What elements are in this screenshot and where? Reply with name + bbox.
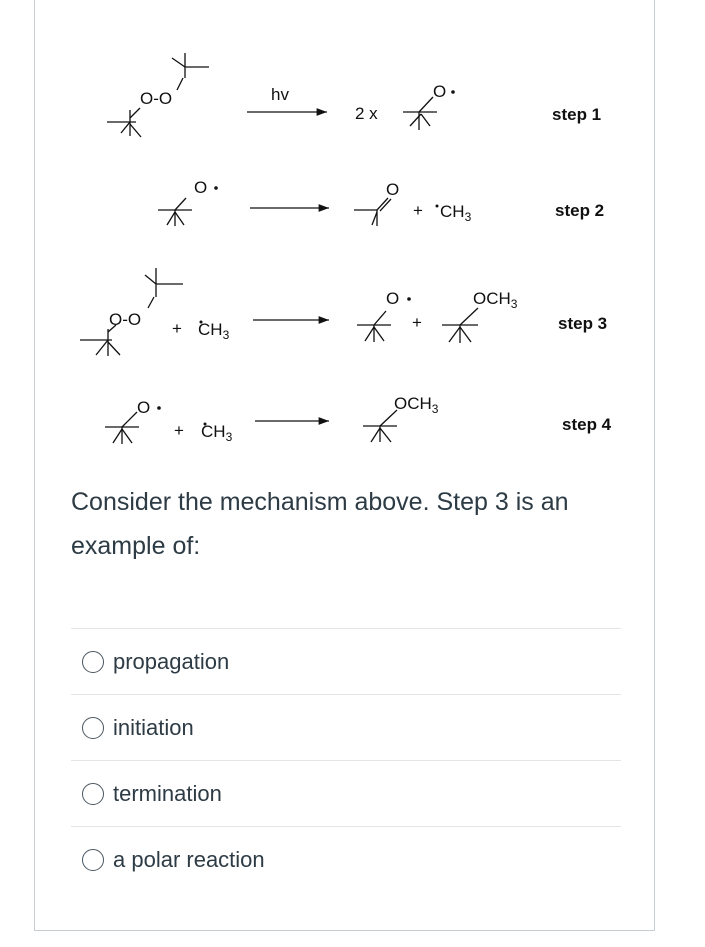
peroxide-oo-label-step3: O-O: [109, 310, 142, 329]
two-x-label: 2 x: [355, 104, 378, 123]
tert-butoxy-radical-step1-product: [403, 97, 437, 130]
step-2-label: step 2: [555, 201, 605, 220]
radio-icon[interactable]: [82, 783, 104, 805]
plus-sign-step3-left: +: [172, 319, 182, 338]
answer-option-polar-reaction[interactable]: [71, 826, 621, 892]
step-4-label: step 4: [562, 415, 612, 434]
ch3-radical-step4: $CH_3$: [201, 422, 233, 444]
tert-butoxy-radical-step3-product: [357, 311, 391, 342]
carbonyl-o-label: O: [386, 180, 400, 199]
o-radical-label-step1: O: [433, 82, 447, 101]
answer-choices: [71, 628, 621, 892]
tert-butyl-methyl-ether-step4-product: [363, 410, 397, 442]
question-text: Consider the mechanism above. Step 3 is an example of:: [71, 488, 569, 560]
o-radical-label-step4: O: [137, 398, 151, 417]
plus-sign-step2: +: [413, 201, 423, 220]
answer-label: a polar reaction: [113, 846, 265, 872]
plus-sign-step3-right: +: [412, 313, 422, 332]
och3-label-step4: $OCH_3$: [394, 394, 439, 416]
answer-option-termination[interactable]: [71, 760, 621, 826]
step-3-label: step 3: [558, 314, 608, 333]
radio-icon[interactable]: [82, 717, 104, 739]
hv-label: hv: [271, 85, 289, 104]
ch3-radical-step3: $CH_3$: [198, 320, 230, 342]
plus-sign-step4: +: [174, 421, 184, 440]
answer-option-propagation[interactable]: [71, 628, 621, 694]
radio-icon[interactable]: [82, 849, 104, 871]
answer-option-initiation[interactable]: [71, 694, 621, 760]
answer-label: initiation: [113, 714, 194, 740]
tert-butyl-methyl-ether-step3-product: [442, 308, 478, 343]
step-1-label: step 1: [552, 105, 602, 124]
radical-dots: [157, 90, 455, 425]
och3-label-step3: $OCH_3$: [473, 289, 518, 311]
o-radical-label-step2: O: [194, 178, 208, 197]
tert-butoxy-radical-step2: [158, 198, 192, 226]
answer-label: termination: [113, 780, 222, 806]
answer-label: propagation: [113, 648, 230, 674]
ch3-radical-step2: $CH_3$: [440, 202, 472, 224]
reaction-mechanism-scheme: [0, 0, 705, 470]
o-radical-label-step3: O: [386, 289, 400, 308]
tert-butoxy-radical-step4: [105, 412, 139, 444]
peroxide-oo-label-step1: O-O: [140, 89, 173, 108]
acetone-product: [354, 198, 391, 226]
radio-icon[interactable]: [82, 651, 104, 673]
